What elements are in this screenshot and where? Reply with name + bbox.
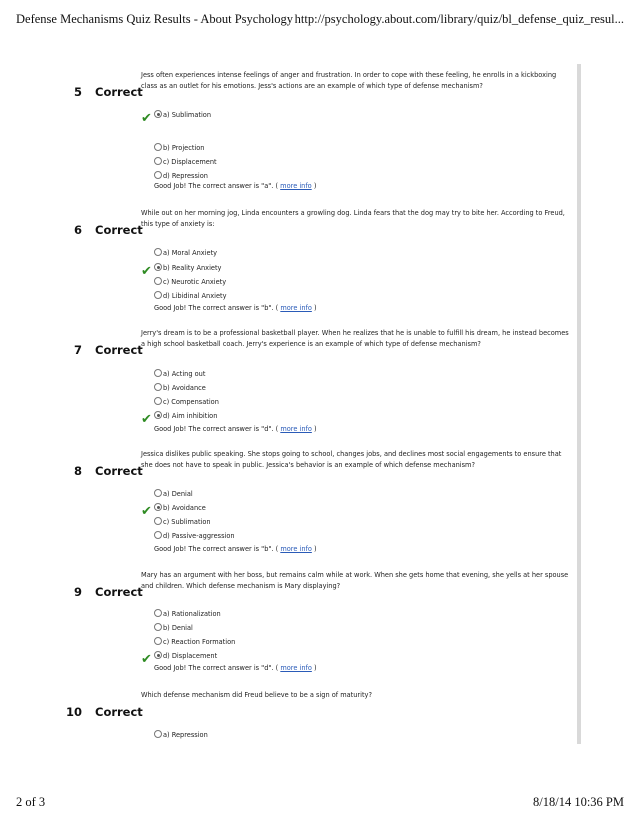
print-datetime: 8/18/14 10:36 PM <box>533 795 624 809</box>
answer-option[interactable] <box>154 263 221 273</box>
answer-option-label: a) Moral Anxiety <box>163 249 218 257</box>
question-number: 8 <box>73 464 82 478</box>
more-info-link[interactable]: more info <box>280 425 312 433</box>
page-url: http://psychology.about.com/library/quiz/bl_defense_quiz_resul... <box>294 12 624 26</box>
feedback-text <box>154 544 317 554</box>
radio-button[interactable] <box>154 517 162 525</box>
radio-button[interactable] <box>154 277 162 285</box>
radio-button[interactable] <box>154 157 162 165</box>
radio-button[interactable] <box>154 397 162 405</box>
answer-option[interactable] <box>154 489 193 499</box>
feedback-close: ) <box>313 664 317 672</box>
feedback-message: Good Job! The correct answer is "b". ( <box>154 545 279 553</box>
answer-option-label: b) Avoidance <box>163 504 206 512</box>
radio-button[interactable] <box>154 730 162 738</box>
answer-option[interactable] <box>154 531 235 541</box>
feedback-message: Good Job! The correct answer is "a". ( <box>154 182 279 190</box>
feedback-close: ) <box>313 545 317 553</box>
question-number: 7 <box>73 343 82 357</box>
correct-check-icon: ✔ <box>141 652 152 667</box>
page-title: Defense Mechanisms Quiz Results - About Psychology <box>16 12 294 26</box>
radio-button[interactable] <box>154 369 162 377</box>
feedback-message: Good Job! The correct answer is "b". ( <box>154 304 279 312</box>
answer-option[interactable] <box>154 623 193 633</box>
answer-option-label: b) Reality Anxiety <box>163 264 222 272</box>
answer-option[interactable] <box>154 171 208 181</box>
answer-option-label: a) Rationalization <box>163 610 221 618</box>
question-text: Mary has an argument with her boss, but remains calm while at work. When she gets home that evening, she yells at her spouse and children. Which defense mechanism is Mary displaying? <box>141 571 569 590</box>
more-info-link[interactable]: more info <box>280 182 312 190</box>
more-info-link[interactable]: more info <box>280 304 312 312</box>
answer-option-label: c) Displacement <box>163 158 217 166</box>
scrollbar[interactable] <box>577 64 581 744</box>
answer-option[interactable] <box>154 517 211 527</box>
question-text: Which defense mechanism did Freud believe to be a sign of maturity? <box>141 691 372 699</box>
answer-option-label: b) Denial <box>163 624 193 632</box>
answer-option[interactable] <box>154 503 206 513</box>
radio-button[interactable] <box>154 489 162 497</box>
question-text: Jerry's dream is to be a professional basketball player. When he realizes that he is unable to fulfill his dream, he instead becomes a high school basketball coach. Jerry's experience is an example of which type of defense mechanism? <box>141 329 569 348</box>
radio-button[interactable] <box>154 383 162 391</box>
answer-option-label: d) Repression <box>163 172 208 180</box>
question-status: Correct <box>95 223 143 237</box>
answer-option-label: d) Libidinal Anxiety <box>163 292 227 300</box>
question-status: Correct <box>95 464 143 478</box>
answer-option[interactable] <box>154 397 219 407</box>
answer-option-label: d) Displacement <box>163 652 218 660</box>
question-status: Correct <box>95 343 143 357</box>
answer-option-label: a) Acting out <box>163 370 206 378</box>
feedback-text <box>154 181 316 191</box>
answer-option-label: d) Aim inhibition <box>163 412 218 420</box>
question-number: 10 <box>65 705 82 719</box>
radio-button[interactable] <box>154 637 162 645</box>
feedback-close: ) <box>313 304 317 312</box>
feedback-close: ) <box>313 425 317 433</box>
answer-option[interactable] <box>154 651 217 661</box>
page-number: 2 of 3 <box>16 795 46 809</box>
answer-option[interactable] <box>154 411 217 421</box>
question-number: 6 <box>73 223 82 237</box>
answer-option[interactable] <box>154 157 217 167</box>
answer-option[interactable] <box>154 730 208 740</box>
answer-option-label: d) Passive-aggression <box>163 532 235 540</box>
question-number: 5 <box>73 85 82 99</box>
question-status: Correct <box>95 705 143 719</box>
answer-option[interactable] <box>154 248 217 258</box>
more-info-link[interactable]: more info <box>280 664 312 672</box>
feedback-message: Good Job! The correct answer is "d". ( <box>154 664 279 672</box>
radio-button[interactable] <box>154 609 162 617</box>
answer-option-label: a) Denial <box>163 490 193 498</box>
radio-button[interactable] <box>154 411 162 419</box>
question-text: While out on her morning jog, Linda encounters a growling dog. Linda fears that the dog may try to bite her. According to Freud, this type of anxiety is: <box>141 209 565 228</box>
feedback-text <box>154 303 317 313</box>
answer-option[interactable] <box>154 369 205 379</box>
feedback-close: ) <box>313 182 317 190</box>
answer-option[interactable] <box>154 637 235 647</box>
radio-button[interactable] <box>154 531 162 539</box>
radio-button[interactable] <box>154 248 162 256</box>
correct-check-icon: ✔ <box>141 504 152 519</box>
answer-option-label: b) Avoidance <box>163 384 206 392</box>
radio-button[interactable] <box>154 503 162 511</box>
answer-option[interactable] <box>154 110 211 120</box>
radio-button[interactable] <box>154 623 162 631</box>
answer-option-label: c) Reaction Formation <box>163 638 236 646</box>
radio-button[interactable] <box>154 171 162 179</box>
answer-option-label: c) Compensation <box>163 398 219 406</box>
radio-button[interactable] <box>154 651 162 659</box>
answer-option-label: c) Neurotic Anxiety <box>163 278 227 286</box>
more-info-link[interactable]: more info <box>280 545 312 553</box>
radio-button[interactable] <box>154 263 162 271</box>
correct-check-icon: ✔ <box>141 111 152 126</box>
question-status: Correct <box>95 85 143 99</box>
answer-option[interactable] <box>154 291 227 301</box>
answer-option[interactable] <box>154 609 221 619</box>
question-status: Correct <box>95 585 143 599</box>
radio-button[interactable] <box>154 110 162 118</box>
question-text: Jessica dislikes public speaking. She stops going to school, changes jobs, and declines most social engagements to ensure that she does not have to speak in public. Jessica's behavior is an example of which defense mechanism? <box>141 450 562 469</box>
radio-button[interactable] <box>154 291 162 299</box>
correct-check-icon: ✔ <box>141 264 152 279</box>
answer-option-label: a) Sublimation <box>163 111 212 119</box>
answer-option-label: c) Sublimation <box>163 518 211 526</box>
feedback-text <box>154 424 317 434</box>
answer-option-label: b) Projection <box>163 144 205 152</box>
radio-button[interactable] <box>154 143 162 151</box>
question-text: Jess often experiences intense feelings of anger and frustration. In order to cope with these feeling, he enrolls in a kickboxing class as an outlet for his emotions. Jess's actions are an example of which type of defense mechanism? <box>141 71 557 90</box>
answer-option[interactable] <box>154 277 226 287</box>
answer-option-label: a) Repression <box>163 731 208 739</box>
answer-option[interactable] <box>154 383 206 393</box>
feedback-message: Good Job! The correct answer is "d". ( <box>154 425 279 433</box>
feedback-text <box>154 663 317 673</box>
answer-option[interactable] <box>154 143 204 153</box>
question-number: 9 <box>73 585 82 599</box>
correct-check-icon: ✔ <box>141 412 152 427</box>
